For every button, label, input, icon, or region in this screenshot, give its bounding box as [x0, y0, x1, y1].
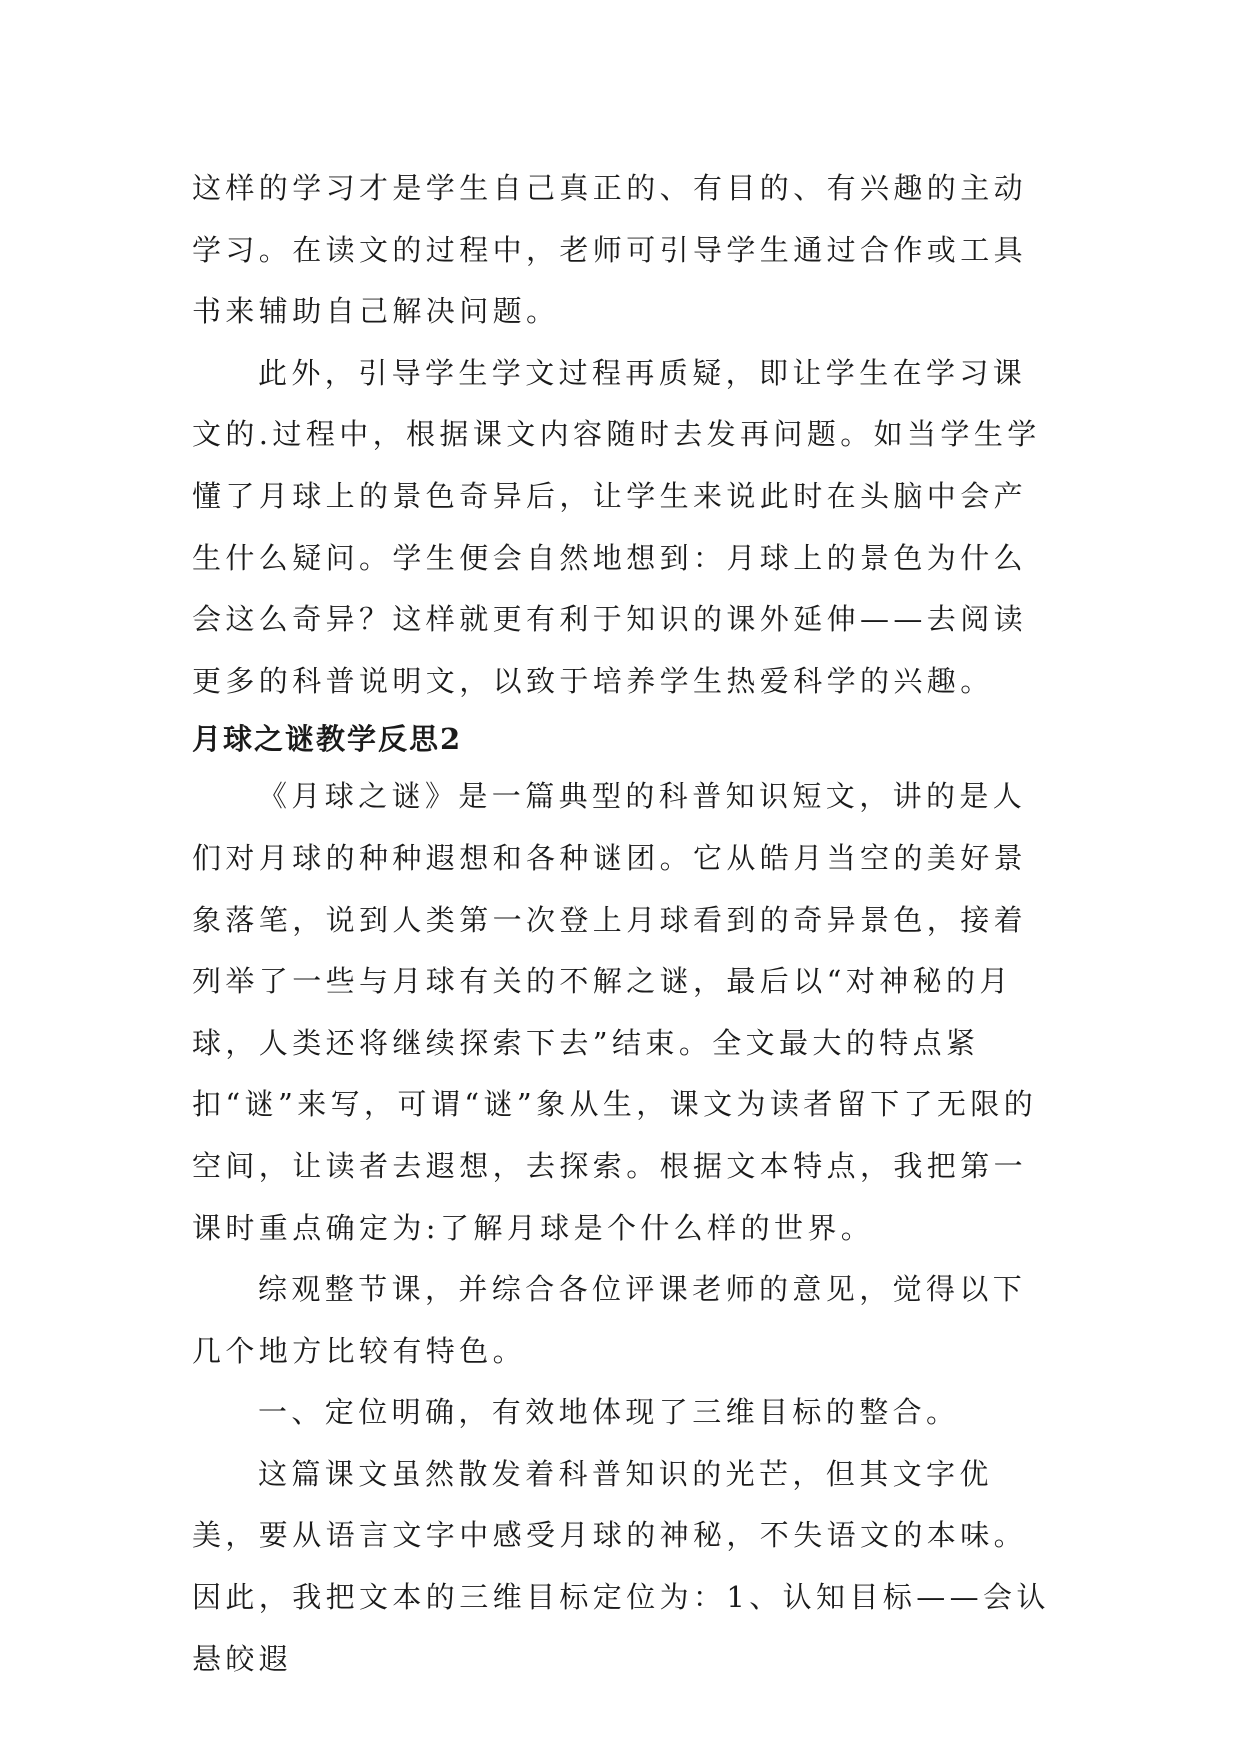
paragraph: 综观整节课，并综合各位评课老师的意见，觉得以下几个地方比较有特色。 — [192, 1272, 1027, 1368]
paragraph: 这样的学习才是学生自己真正的、有目的、有兴趣的主动学习。在读文的过程中，老师可引导学生通过合作或工具书来辅助自己解决问题。 — [192, 171, 1028, 329]
paragraph: 《月球之谜》是一篇典型的科普知识短文，讲的是人们对月球的种种遐想和各种谜团。它从皓月当空的美好景象落笔，说到人类第一次登上月球看到的奇异景色，接着列举了一些与月球有关的不解之谜，最后以“对神秘的月球，人类还将继续探索下去”结束。全文最大的特点紧扣“谜”来写，可谓“谜”象从生，课文为读者留下了无限的空间，让读者去遐想，去探索。根据文本特点，我把第一课时重点确定为:了解月球是个什么样的世界。 — [192, 779, 1038, 1245]
section-heading: 月球之谜教学反思2 — [192, 722, 463, 757]
paragraph: 此外，引导学生学文过程再质疑，即让学生在学习课文的.过程中，根据课文内容随时去发再问题。如当学生学懂了月球上的景色奇异后，让学生来说此时在头脑中会产生什么疑问。学生便会自然地想到：月球上的景色为什么会这么奇异？这样就更有利于知识的课外延伸——去阅读更多的科普说明文，以致于培养学生热爱科学的兴趣。 — [192, 355, 1041, 698]
document-page — [192, 158, 1050, 1690]
paragraph: 一、定位明确，有效地体现了三维目标的整合。 — [258, 1395, 960, 1430]
paragraph: 这篇课文虽然散发着科普知识的光芒，但其文字优美，要从语言文字中感受月球的神秘，不失语文的本味。因此，我把文本的三维目标定位为：1、认知目标——会认悬皎遐 — [192, 1456, 1050, 1676]
